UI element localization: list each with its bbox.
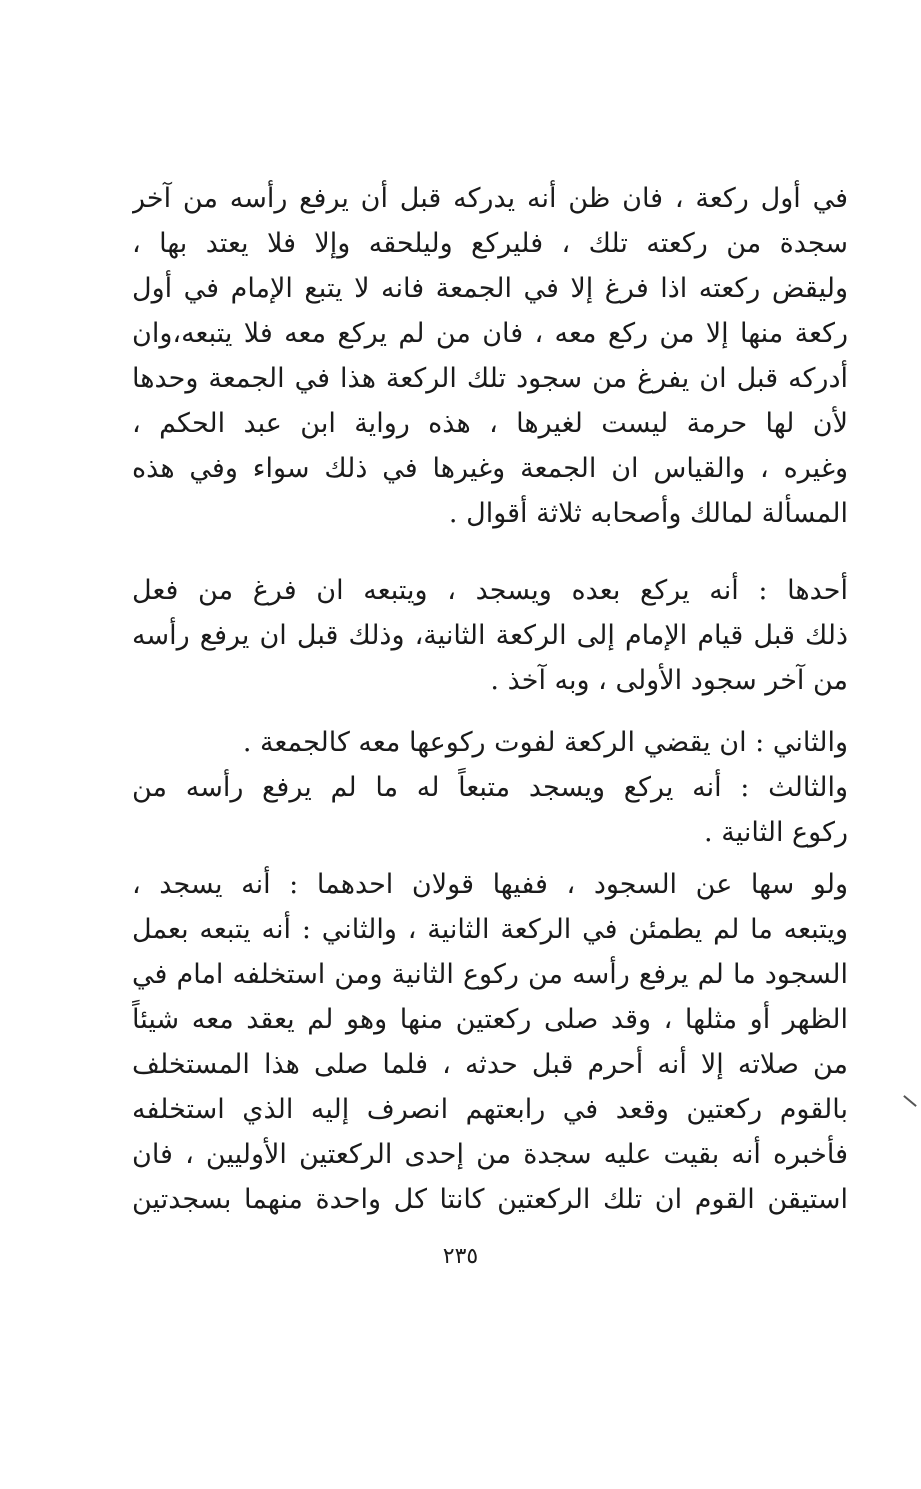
text-line: ركوع الثانية .	[704, 817, 848, 848]
paragraph-1	[132, 176, 848, 536]
text-line: أدركه قبل ان يفرغ من سجود تلك الركعة هذا في الجمعة وحدها	[132, 363, 848, 394]
text-line: والثاني : ان يقضي الركعة لفوت ركوعها معه كالجمعة .	[242, 727, 848, 758]
margin-mark	[903, 1095, 917, 1107]
text-line: السجود ما لم يرفع رأسه من ركوع الثانية ومن استخلفه امام في	[132, 959, 848, 990]
page-number: ٢٣٥	[442, 1244, 479, 1269]
paragraph-4	[132, 862, 848, 1222]
text-line: وغيره ، والقياس ان الجمعة وغيرها في ذلك سواء وفي هذه	[132, 453, 848, 484]
text-line: وليقض ركعته اذا فرغ إلا في الجمعة فانه لا يتبع الإمام في أول	[132, 273, 848, 304]
text-line: أحدها : أنه يركع بعده ويسجد ، ويتبعه ان فرغ من فعل	[132, 575, 848, 606]
text-line: ذلك قبل قيام الإمام إلى الركعة الثانية، وذلك قبل ان يرفع رأسه	[132, 620, 848, 651]
text-line: الظهر أو مثلها ، وقد صلى ركعتين منها وهو لم يعقد معه شيئاً	[132, 1004, 848, 1035]
text-line: المسألة لمالك وأصحابه ثلاثة أقوال .	[448, 498, 848, 529]
text-line: بالقوم ركعتين وقعد في رابعتهم انصرف إليه الذي استخلفه	[132, 1094, 848, 1125]
paragraph-2	[132, 568, 848, 703]
text-line: في أول ركعة ، فان ظن أنه يدركه قبل أن يرفع رأسه من آخر	[132, 183, 848, 214]
text-line: لأن لها حرمة ليست لغيرها ، هذه رواية ابن عبد الحكم ،	[132, 408, 848, 439]
text-line: سجدة من ركعته تلك ، فليركع وليلحقه وإلا فلا يعتد بها ،	[132, 228, 848, 259]
text-line: والثالث : أنه يركع ويسجد متبعاً له ما لم يرفع رأسه من	[132, 772, 848, 803]
text-line: من آخر سجود الأولى ، وبه آخذ .	[490, 665, 848, 696]
paragraph-3	[132, 720, 848, 855]
text-line: استيقن القوم ان تلك الركعتين كانتا كل واحدة منهما بسجدتين	[132, 1184, 848, 1215]
text-line: ويتبعه ما لم يطمئن في الركعة الثانية ، والثاني : أنه يتبعه بعمل	[132, 914, 848, 945]
text-line: فأخبره أنه بقيت عليه سجدة من إحدى الركعتين الأوليين ، فان	[132, 1139, 848, 1170]
text-line: ركعة منها إلا من ركع معه ، فان من لم يركع معه فلا يتبعه،وان	[132, 318, 848, 349]
text-line: ولو سها عن السجود ، ففيها قولان احدهما : أنه يسجد ،	[132, 869, 848, 900]
text-line: من صلاته إلا أنه أحرم قبل حدثه ، فلما صلى هذا المستخلف	[132, 1049, 848, 1080]
